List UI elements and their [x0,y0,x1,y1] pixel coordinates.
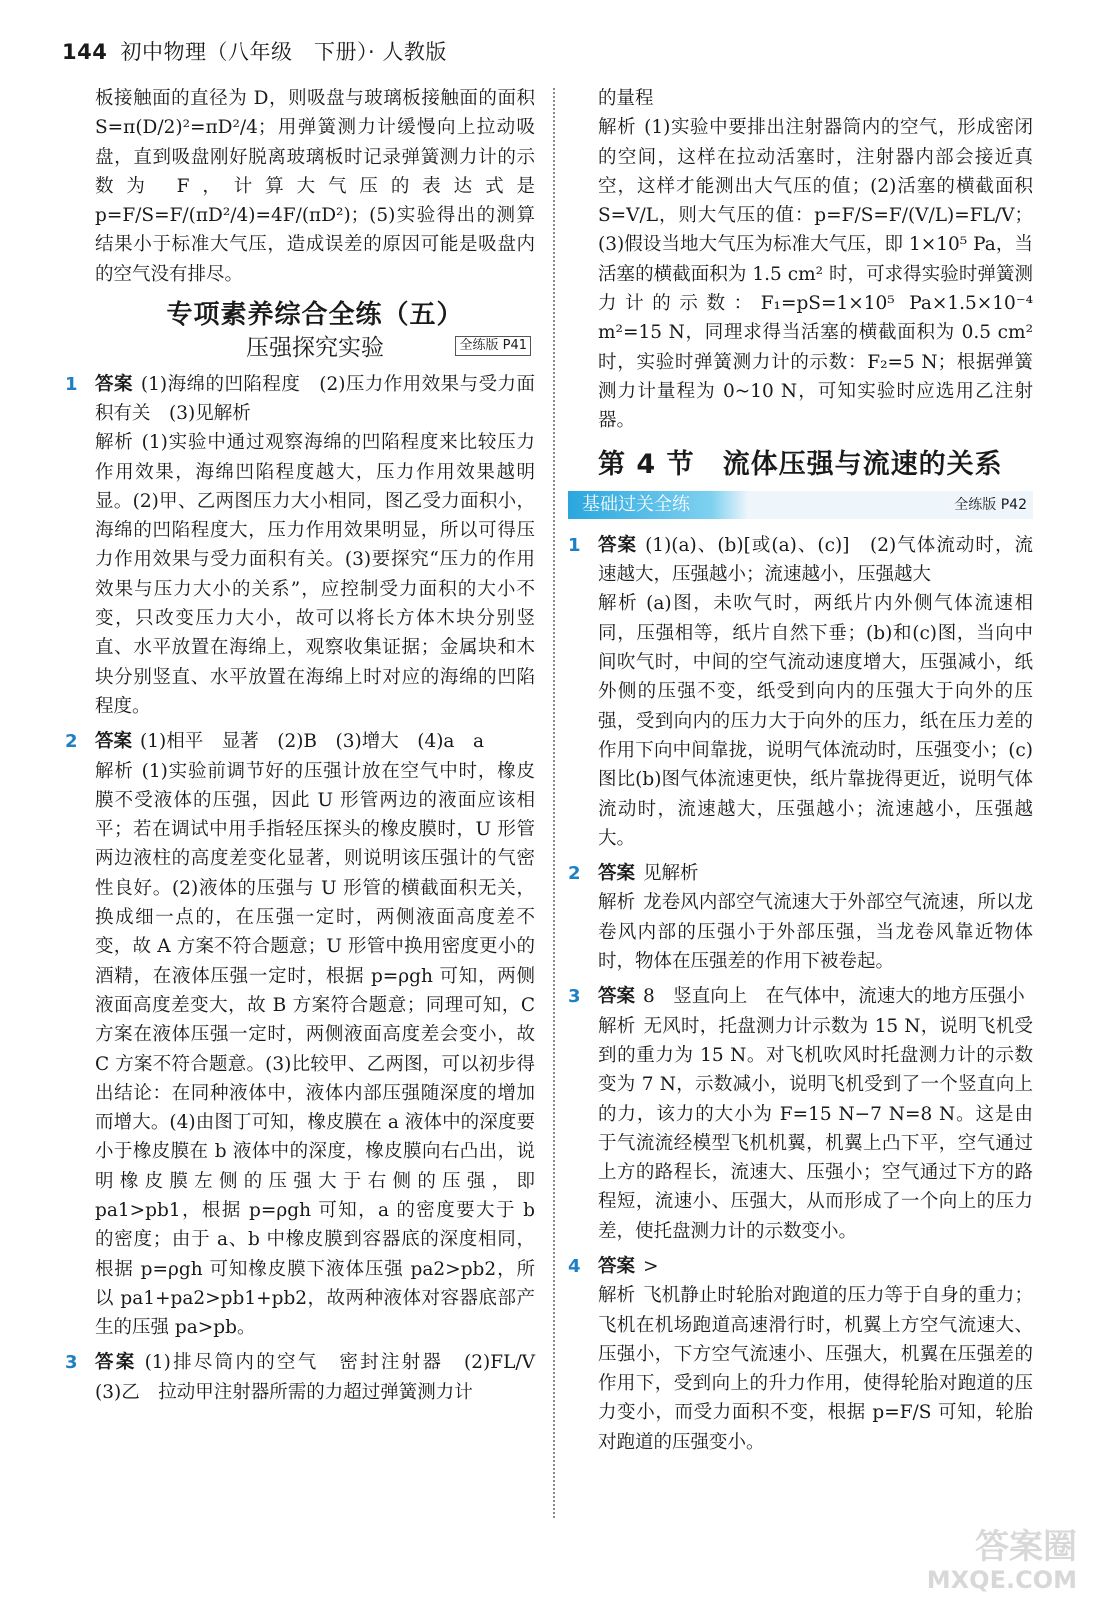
analysis-label: 解析 [598,593,639,615]
analysis-line [95,428,535,721]
analysis-label: 解析 [95,432,134,454]
answer-line [95,1348,554,1407]
question-1 [568,531,1033,853]
question-2 [65,727,535,1342]
answer-line [598,531,1033,590]
answer-label: 答案 [598,534,638,556]
continued-paragraph: 板接触面的直径为 D，则吸盘与玻璃板接触面的面积 S=π(D/2)²=πD²/4；用弹簧测力计缓慢向上拉动吸盘，直到吸盘刚好脱离玻璃板时记录弹簧测力计的示数为 F，计算大气压的表达式是 p=F/S=F/(πD²/4)=4F/(πD²)；(5)实验得出的测算结果小于标准大气压，造成误差的原因可能是吸盘内的空气没有排尽。 [95,88,535,285]
analysis-label: 解析 [598,1015,636,1037]
left-column [65,84,554,1407]
analysis-line [598,1281,1033,1457]
analysis-label: 解析 [598,117,637,139]
question-2 [568,859,1033,976]
section-subtitle-row [95,334,535,363]
analysis-label: 解析 [598,892,636,914]
answer-label: 答案 [598,1255,636,1277]
answer-text: (1)排尽筒内的空气 密封注射器 (2)FL/V (3)乙 拉动甲注射器所需的力超过弹簧测力计 [95,1352,554,1403]
question-number: 1 [65,373,78,395]
analysis-line [598,589,1033,853]
analysis-text: (1)实验前调节好的压强计放在空气中时，橡皮膜不受液体的压强，因此 U 形管两边的液面应该相平；若在调试中用手指轻压探头的橡皮膜时，U 形管两边液柱的高度差变化显著，则说明该压强计的气密性良好。(2)液体的压强与 U 形管的横截面积无关，换成细一点的，在压强一定时，两侧液面高度差不变，故 A 方案不符合题意；U 形管中换用密度更小的酒精，在液体压强一定时，根据 p=ρgh 可知，两侧液面高度差变大，故 B 方案符合题意；同理可知，C 方案在液体压强一定时，两侧液面高度差会变小，故 C 方案不符合题意。(3)比较甲、乙两图，可以初步得出结论：在同种液体中，液体内部压强随深度的增加而增大。(4)由图丁可知，橡皮膜在 a 液体中的深度要小于橡皮膜在 b 液体中的深度，橡皮膜向右凸出，说明橡皮膜左侧的压强大于右侧的压强，即 pa1>pb1，根据 p=ρgh 可知，a 的密度要大于 b 的密度；由于 a、b 中橡皮膜到容器底的深度相同，根据 p=ρgh 可知橡皮膜下液体压强 pa2>pb2，所以 pa1+pa2>pb1+pb2，故两种液体对容器底部产生的压强 pa>pb。 [95,760,535,1339]
question-1 [65,370,535,722]
right-column [568,84,1033,1457]
page-ref-badge: 全练版 P41 [455,336,531,356]
section-bar [568,491,1033,519]
question-number: 3 [65,1352,78,1374]
answer-text: 见解析 [643,863,699,885]
answer-text: (1)海绵的凹陷程度 (2)压力作用效果与受力面积有关 (3)见解析 [95,373,535,424]
question-number: 2 [568,863,581,885]
page-ref: 全练版 P42 [954,496,1027,513]
answer-label: 答案 [95,373,133,395]
analysis-text: 龙卷风内部空气流速大于外部空气流速，所以龙卷风内部的压强小于外部压强，当龙卷风靠近物体时，物体在压强差的作用下被卷起。 [598,892,1033,973]
section-tag: 基础过关全练 [568,491,748,519]
book-title: 初中物理（八年级 下册）· 人教版 [120,40,447,64]
column-divider [553,88,555,1518]
continued-text: 的量程 [598,88,654,109]
watermark-url: MXQE.COM [926,1566,1077,1594]
section-subtitle: 压强探究实验 [246,335,384,362]
analysis-text: (1)实验中通过观察海绵的凹陷程度来比较压力作用效果，海绵凹陷程度越大，压力作用效果越明显。(2)甲、乙两图压力大小相同，图乙受力面积小，海绵的凹陷程度大，压力作用效果明显，所以可得压力作用效果与受力面积有关。(3)要探究“压力的作用效果与压力大小的关系”，应控制受力面积的大小不变，只改变压力大小，故可以将长方体木块分别竖直、水平放置在海绵上，观察收集证据；金属块和木块分别竖直、水平放置在海绵上时对应的海绵的凹陷程度。 [95,432,535,717]
analysis-line [598,888,1033,976]
watermark-text: 答案圈 [975,1527,1077,1567]
answer-label: 答案 [95,1352,137,1374]
analysis-text: (a)图，未吹气时，两纸片内外侧气体流速相同，压强相等，纸片自然下垂；(b)和(c)图，当向中间吹气时，中间的空气流动速度增大，压强减小，纸外侧的压强不变，纸受到向内的压强大于向外的压强，受到向内的压力大于向外的压力，纸在压力差的作用下向中间靠拢，说明气体流动时，压强变小；(c)图比(b)图气体流速更快，纸片靠拢得更近，说明气体流动时，流速越大，压强越小；流速越小，压强越大。 [598,593,1033,849]
analysis-line [598,1012,1033,1246]
watermark-logo [926,1527,1077,1594]
answer-label: 答案 [95,731,133,753]
answer-line [95,727,535,756]
answer-line [598,982,1033,1011]
analysis-label: 解析 [95,760,134,782]
answer-label: 答案 [598,986,636,1008]
question-number: 3 [568,986,581,1008]
question-3 [568,982,1033,1246]
question-3 [65,1348,554,1407]
analysis-text: 飞机静止时轮胎对跑道的压力等于自身的重力；飞机在机场跑道高速滑行时，机翼上方空气流速大、压强小，下方空气流速小、压强大，机翼在压强差的作用下，受到向上的升力作用，使得轮胎对跑道的压力变小，而受力面积不变，根据 p=F/S 可知，轮胎对跑道的压强变小。 [598,1285,1033,1453]
answer-text: (1)相平 显著 (2)B (3)增大 (4)a a [140,731,484,753]
question-number: 2 [65,731,78,753]
answer-text: > [643,1255,659,1277]
answer-label: 答案 [598,863,636,885]
answer-line [95,370,535,429]
question-number: 1 [568,534,581,556]
question-4 [568,1252,1033,1457]
analysis-label: 解析 [598,1285,636,1307]
page-number: 144 [62,40,108,64]
chapter-title: 第 4 节 流体压强与流速的关系 [598,448,1003,480]
answer-line [598,1252,1033,1281]
page-header [62,36,447,66]
section-title: 专项素养综合全练（五） [166,300,464,331]
answer-text: (1)(a)、(b)[或(a)、(c)] (2)气体流动时，流速越大，压强越小；流速越小，压强越大 [598,534,1033,586]
analysis-text: (1)实验中要排出注射器筒内的空气，形成密闭的空间，这样在拉动活塞时，注射器内部会接近真空，这样才能测出大气压的值；(2)活塞的横截面积 S=V/L，则大气压的值：p=F/S=F/(V/L)=FL/V；(3)假设当地大气压为标准大气压，即 1×10⁵ Pa，当活塞的横截面积为 1.5 cm² 时，可求得实验时弹簧测力计的示数：F₁=pS=1×10⁵ Pa×1.5×10⁻⁴ m²=15 N，同理求得当活塞的横截面积为 0.5 cm² 时，实验时弹簧测力计的示数：F₂=5 N；根据弹簧测力计量程为 0~10 N，可知实验时应选用乙注射器。 [598,117,1033,432]
analysis-line [598,113,1033,435]
question-number: 4 [568,1255,581,1277]
analysis-line [95,757,535,1343]
analysis-text: 无风时，托盘测力计示数为 15 N，说明飞机受到的重力为 15 N。对飞机吹风时托盘测力计的示数变为 7 N，示数减小，说明飞机受到了一个竖直向上的力，该力的大小为 F=15 N−7 N=8 N。这是由于气流流经模型飞机机翼，机翼上凸下平，空气通过上方的路程长，流速大、压强小；空气通过下方的路程短，流速小、压强大，从而形成了一个向上的压力差，使托盘测力计的示数变小。 [598,1015,1033,1242]
answer-line [598,859,1033,888]
answer-text: 8 竖直向上 在气体中，流速大的地方压强小 [643,986,1025,1008]
